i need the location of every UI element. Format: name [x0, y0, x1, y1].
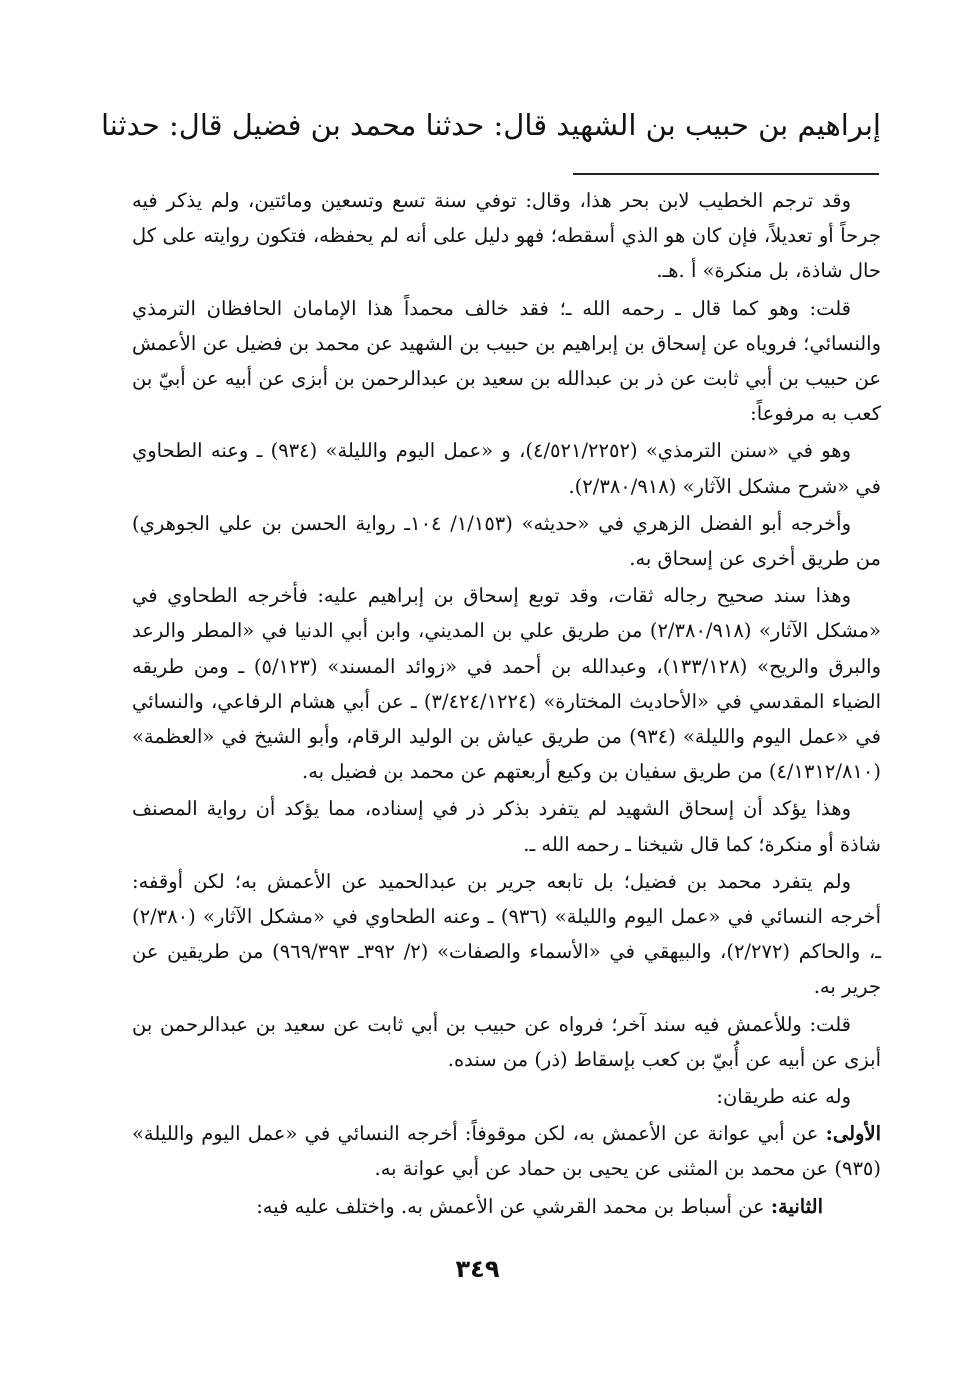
footnote-paragraph-7: [132, 864, 881, 1005]
footnote-paragraph-10: [132, 1116, 881, 1186]
footnote-paragraph-8: [132, 1007, 881, 1077]
page-number: ٣٤٩: [455, 1255, 500, 1283]
paragraph-text: عن أسباط بن محمد القرشي عن الأعمش به. واختلف عليه فيه:: [256, 1194, 765, 1218]
footnote-paragraph-11: [132, 1189, 881, 1224]
footnote-paragraph-6: [132, 791, 881, 861]
paragraph-label: الثانية:: [770, 1194, 823, 1218]
paragraph-text: وأخرجه أبو الفضل الزهري في «حديثه» (١/١٥٣/ ١٠٤ـ رواية الحسن بن علي الجوهري) من طريق أخرى عن إسحاق به.: [132, 511, 881, 571]
paragraph-text: وهذا يؤكد أن إسحاق الشهيد لم يتفرد بذكر ذر في إسناده، مما يؤكد أن رواية المصنف شاذة أو منكرة؛ كما قال شيخنا ـ رحمه الله ـ.: [132, 797, 881, 856]
footnote-paragraph-2: [132, 291, 881, 432]
paragraph-text: عن أبي عوانة عن الأعمش به، لكن موقوفاً: أخرجه النسائي في «عمل اليوم والليلة» (٩٣٥) عن محمد بن المثنى عن يحيى بن حماد عن أبي عوانة به.: [132, 1122, 881, 1181]
footnote-paragraph-5: [132, 578, 881, 789]
footnote-separator: [573, 173, 879, 175]
paragraph-text: قلت: وللأعمش فيه سند آخر؛ فرواه عن حبيب بن أبي ثابت عن سعيد بن عبدالرحمن بن أبزى عن أبيه عن أُبيّ بن كعب بإسقاط (ذر) من سنده.: [132, 1012, 881, 1071]
paragraph-text: وهو في «سنن الترمذي» (٤/٥٢١/٢٢٥٢)، و «عمل اليوم والليلة» (٩٣٤) ـ وعنه الطحاوي في «شرح مشكل الآثار» (٢/٣٨٠/٩١٨).: [132, 439, 881, 498]
footnote-paragraph-4: [132, 506, 881, 576]
paragraph-text: وله عنه طريقان:: [716, 1085, 851, 1109]
paragraph-label: الأولى:: [825, 1122, 881, 1146]
footnotes: [132, 183, 881, 1226]
footnote-paragraph-3: [132, 433, 881, 503]
footnote-paragraph-9: [132, 1079, 881, 1114]
paragraph-text: ولم يتفرد محمد بن فضيل؛ بل تابعه جرير بن عبدالحميد عن الأعمش به؛ لكن أوقفه: أخرجه النسائي في «عمل اليوم والليلة» (٩٣٦) ـ وعنه الطحاوي في «مشكل الآثار» (٢/٣٨٠) ـ، والحاكم (٢/٢٧٢)، والبيهقي في «الأسماء والصفات» (٢/ ٣٩٢ـ ٩٦٩/٣٩٣) من طريقين عن جرير به.: [132, 869, 881, 999]
footnote-paragraph-1: [132, 183, 881, 289]
main-text-line: إبراهيم بن حبيب بن الشهيد قال: حدثنا محمد بن فضيل قال: حدثنا: [100, 108, 881, 142]
paragraph-text: قلت: وهو كما قال ـ رحمه الله ـ؛ فقد خالف محمداً هذا الإمامان الحافظان الترمذي والنسائي؛ فروياه عن إسحاق بن إبراهيم بن حبيب بن الشهيد عن محمد بن فضيل عن الأعمش عن حبيب بن أبي ثابت عن ذر بن عبدالله بن سعيد بن عبدالرحمن بن أبزى عن أبيه عن أبيّ بن كعب به مرفوعاً:: [132, 296, 881, 426]
paragraph-text: وقد ترجم الخطيب لابن بحر هذا، وقال: توفي سنة تسع وتسعين ومائتين، ولم يذكر فيه جرحاً أو تعديلاً، فإن كان هو الذي أسقطه؛ فهو دليل على أنه لم يحفظه، فتكون روايته على كل حال شاذة، بل منكرة» أ .هـ.: [132, 189, 881, 283]
paragraph-text: وهذا سند صحيح رجاله ثقات، وقد توبع إسحاق بن إبراهيم عليه: فأخرجه الطحاوي في «مشكل الآثار» (٢/٣٨٠/٩١٨) من طريق علي بن المديني، وابن أبي الدنيا في «المطر والرعد والبرق والريح» (١٣٣/١٢٨)، وعبدالله بن أحمد في «زوائد المسند» (٥/١٢٣) ـ ومن طريقه الضياء المقدسي في «الأحاديث المختارة» (٣/٤٢٤/١٢٢٤) ـ عن أبي هشام الرفاعي، والنسائي في «عمل اليوم والليلة» (٩٣٤) من طريق عياش بن الوليد الرقام، وأبو الشيخ في «العظمة» (٤/١٣١٢/٨١٠) من طريق سفيان بن وكيع أربعتهم عن محمد بن فضيل به.: [132, 584, 881, 784]
